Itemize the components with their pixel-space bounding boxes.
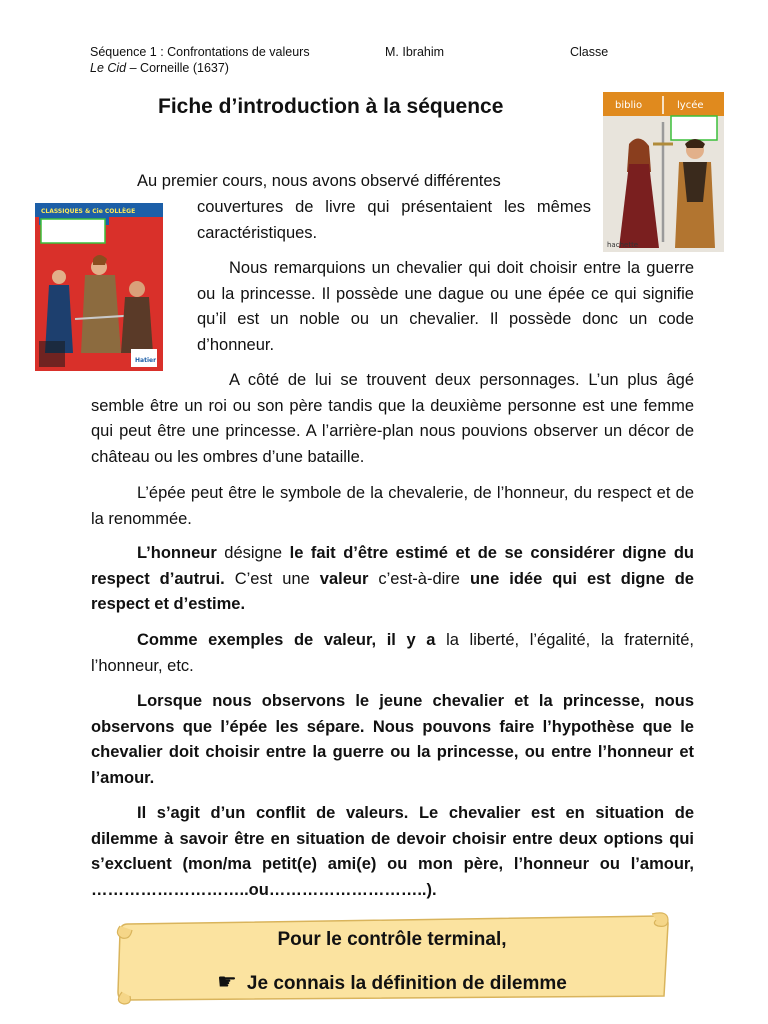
examples-list: la liberté, l’égalité, la fraternité, l’honneur, etc. (91, 631, 694, 675)
header-work (90, 60, 229, 76)
right-cover-series-right: lycée (677, 100, 704, 111)
paragraph-hypothesis: Lorsque nous observons le jeune chevalier et la princesse, nous observons que l’épée les sépare. Nous pouvons faire l’hypothèse que le chevalier doit choisir entre la guerre ou la princesse, ou entre l’honneur et l’amour. (91, 692, 694, 787)
value-definition: une idée qui est digne de respect et d’estime. (91, 569, 694, 613)
left-cover-series: CLASSIQUES & Cie COLLÈGE (41, 208, 136, 215)
paragraph-intro: couvertures de livre qui présentaient les mêmes caractéristiques. (197, 198, 591, 242)
paragraph-sword: L’épée peut être le symbole de la chevalerie, de l’honneur, du respect et de la renommée. (91, 484, 694, 528)
paragraph-honor-definition (91, 541, 694, 618)
examples-lead: Comme exemples de valeur, il y a (137, 631, 436, 649)
header-teacher: M. Ibrahim (385, 45, 445, 59)
banner-line-1: Pour le contrôle terminal, (277, 929, 507, 950)
paragraph-dilemma: Il s’agit d’un conflit de valeurs. Le chevalier est en situation de dilemme à savoir être en situation de devoir choisir entre deux options qui s’excluent (mon/ma petit(e) ami(e) ou mon père, l’honneur ou l’amour, ………………………..ou………………………..). (91, 804, 694, 899)
banner-line-2 (112, 971, 672, 996)
paragraph-value-examples (91, 628, 694, 679)
text-segment: désigne (216, 544, 290, 562)
honor-definition: le fait d’être estimé et de se considérer digne du respect d’autrui. (91, 544, 694, 588)
right-cover-publisher: hachette (607, 241, 639, 249)
header-sequence: Séquence 1 : Confrontations de valeurs (90, 45, 310, 59)
term-value: valeur (319, 569, 369, 588)
pointing-hand-icon: ☛ (217, 970, 237, 995)
banner-definition-text: Je connais la définition de dilemme (246, 973, 567, 994)
right-cover-series-left: biblio (615, 100, 643, 111)
right-book-cover (603, 92, 724, 252)
page-title: Fiche d’introduction à la séquence (158, 95, 504, 118)
header-class: Classe (570, 45, 609, 59)
text-segment: c’est-à-dire (368, 569, 470, 588)
paragraph-characters: A côté de lui se trouvent deux personnages. L’un plus âgé semble être un roi ou son père tandis que la deuxième personne est une femme qui peut être une princesse. A l’arrière-plan nous pouvions observer un décor de château ou les ombres d’une bataille. (91, 371, 694, 466)
paragraph-intro-first-line: Au premier cours, nous avons observé différentes (137, 172, 501, 190)
work-author: – Corneille (1637) (126, 61, 229, 75)
exam-reminder-banner (112, 910, 672, 1006)
left-book-cover (35, 203, 163, 371)
paragraph-knight: Nous remarquions un chevalier qui doit choisir entre la guerre ou la princesse. Il possède une dague ou une épée ce qui signifie qu’il est un noble ou un chevalier. Il possède donc un code d’honneur. (197, 259, 694, 354)
term-honor: L’honneur (137, 544, 217, 562)
text-segment: C’est une (224, 569, 320, 588)
left-cover-publisher: Hatier (135, 357, 157, 364)
work-title: Le Cid (90, 61, 127, 75)
